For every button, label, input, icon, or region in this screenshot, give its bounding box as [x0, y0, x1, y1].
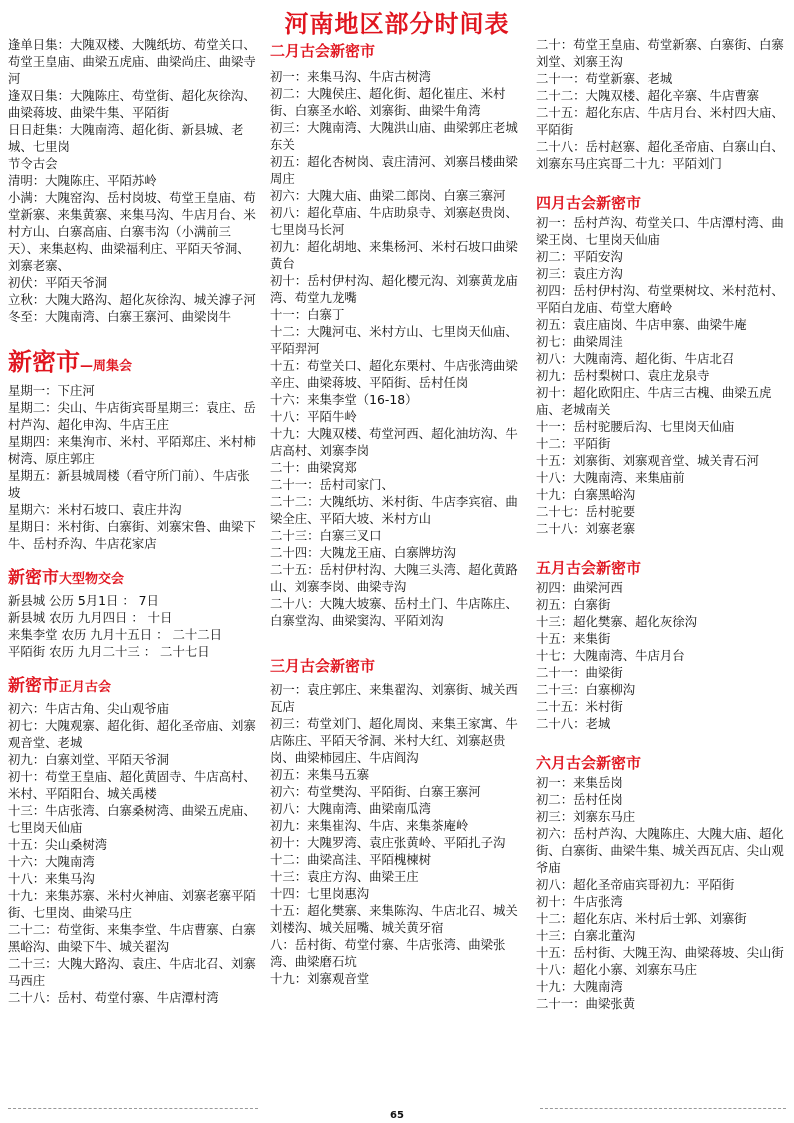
list-item: 二十一：苟堂新寨、老城 — [536, 71, 673, 86]
intro-list — [8, 36, 260, 325]
list-item: 初七：曲梁周洼 — [536, 334, 623, 349]
list-item: 十八：超化小寨、刘寨东马庄 — [536, 962, 698, 977]
list-item: 十二：大隗河屯、米村方山、七里岗天仙庙、平陌羿河 — [270, 324, 518, 356]
list-item: 初六：大隗大庙、曲梁二郎岗、白寨三寨河 — [270, 188, 506, 203]
list-item: 逢单日集：大隗双楼、大隗纸坊、苟堂关口、苟堂王皇庙、曲梁五虎庙、曲梁尚庄、曲梁寺河 — [8, 37, 256, 86]
list-item: 二十八：岳村、苟堂付寨、牛店潭村湾 — [8, 990, 219, 1005]
list-item: 星期六：米村石坡口、袁庄井沟 — [8, 502, 182, 517]
june-list — [536, 774, 788, 1012]
list-item: 初六：岳村芦沟、大隗陈庄、大隗大庙、超化街、白寨街、曲梁牛集、城关西瓦店、尖山观爷庙 — [536, 826, 784, 875]
list-item: 十三：袁庄方沟、曲梁王庄 — [270, 869, 419, 884]
list-item: 十一：白寨丁 — [270, 307, 345, 322]
list-item: 二十三：大隗大路沟、袁庄、牛店北召、刘寨马西庄 — [8, 956, 256, 988]
list-item: 初九：岳村梨树口、袁庄龙泉寺 — [536, 368, 710, 383]
list-item: 初一：袁庄郭庄、来集翟沟、刘寨街、城关西瓦店 — [270, 682, 518, 714]
column-middle — [270, 40, 528, 987]
list-item: 十五：超化樊寨、来集陈沟、牛店北召、城关刘楼沟、城关屈嘴、城关黄牙宿 — [270, 903, 518, 935]
list-item: 二十八：大隗大坡寨、岳村土门、牛店陈庄、白寨堂沟、曲梁窦沟、平陌刘沟 — [270, 596, 518, 628]
may-list — [536, 579, 788, 732]
heading-sub: —周集会 — [80, 359, 133, 374]
list-item: 初三：苟堂刘门、超化周岗、来集王家寓、牛店陈庄、平陌天爷洞、米村大红、刘寨赵贵岗、曲梁柿园庄、牛店阎沟 — [270, 716, 518, 765]
list-item: 二十八：老城 — [536, 716, 611, 731]
heading-main: 新密市 — [8, 348, 80, 376]
list-item: 立秋：大隗大路沟、超化灰徐沟、城关滹子河 — [8, 292, 256, 307]
list-item: 星期一：下庄河 — [8, 383, 95, 398]
list-item: 初五：白寨街 — [536, 597, 611, 612]
list-item: 初十：苟堂王皇庙、超化黄固寺、牛店高村、米村、平陌阳台、城关禹楼 — [8, 769, 256, 801]
list-item: 十六：来集李堂（16-18） — [270, 392, 418, 407]
column-right — [536, 36, 788, 1012]
march-list — [270, 681, 528, 987]
list-item: 星期四：来集洵市、米村、平陌郑庄、米村柿树湾、原庄郭庄 — [8, 434, 256, 466]
list-item: 二十八：岳村赵寨、超化圣帝庙、白寨山白、刘寨东马庄宾哥二十九：平陌刘门 — [536, 139, 784, 171]
section-heading-march: 三月古会新密市 — [270, 657, 376, 675]
list-item: 初一：来集马沟、牛店古树湾 — [270, 69, 432, 84]
section-heading-february: 二月古会新密市 — [270, 42, 376, 60]
list-item: 初七：大隗观寨、超化街、超化圣帝庙、刘寨观音堂、老城 — [8, 718, 256, 750]
heading-main: 新密市 — [8, 676, 59, 696]
list-item: 新县城 农历 九月四日 ： 十日 — [8, 610, 173, 625]
list-item: 二十三：白寨三叉口 — [270, 528, 382, 543]
list-item: 初六：苟堂樊沟、平陌街、白寨王寨河 — [270, 784, 481, 799]
list-item: 十九：大隗南湾 — [536, 979, 623, 994]
list-item: 十五：刘寨街、刘寨观音堂、城关青石河 — [536, 453, 760, 468]
list-item: 小满：大隗窑沟、岳村岗坡、苟堂王皇庙、苟堂新寨、来集黄寨、来集马沟、牛店月台、米村方山、白寨高庙、白寨韦沟（小满前三天）、来集赵构、曲梁福利庄、平陌天爷洞、刘寨老寨、 — [8, 190, 256, 273]
list-item: 二十八：刘寨老寨 — [536, 521, 636, 536]
list-item: 逢双日集：大隗陈庄、苟堂街、超化灰徐沟、曲梁蒋坡、曲梁牛集、平陌街 — [8, 88, 256, 120]
list-item: 初二：平陌安沟 — [536, 249, 623, 264]
footer-divider-left — [8, 1108, 258, 1109]
list-item: 八：岳村街、苟堂付寨、牛店张湾、曲梁张湾、曲梁磨石坑 — [270, 937, 506, 969]
list-item: 初四：岳村伊村沟、苟堂栗树坟、米村范村、平陌白龙庙、苟堂大磨岭 — [536, 283, 784, 315]
section-heading-june: 六月古会新密市 — [536, 754, 642, 772]
list-item: 二十二：大隗双楼、超化辛寨、牛店曹寨 — [536, 88, 760, 103]
list-item: 二十一：岳村司家门、 — [270, 477, 394, 492]
list-item: 初十：牛店张湾 — [536, 894, 623, 909]
list-item: 冬至：大隗南湾、白寨王寨河、曲梁岗牛 — [8, 309, 232, 324]
list-item: 二十：曲梁窝郑 — [270, 460, 357, 475]
list-item: 十二：超化东店、米村后士郭、刘寨街 — [536, 911, 747, 926]
list-item: 十三：牛店张湾、白寨桑树湾、曲梁五虎庙、七里岗天仙庙 — [8, 803, 256, 835]
list-item: 十五：苟堂关口、超化东栗村、牛店张湾曲梁辛庄、曲梁蒋坡、平陌街、岳村任岗 — [270, 358, 518, 390]
list-item: 日日赶集：大隗南湾、超化街、新县城、老城、七里岗 — [8, 122, 244, 154]
list-item: 初二：岳村任岗 — [536, 792, 623, 807]
list-item: 初四：曲梁河西 — [536, 580, 623, 595]
list-item: 二十七：岳村驼要 — [536, 504, 636, 519]
list-item: 十五：来集街 — [536, 631, 611, 646]
list-item: 二十三：白寨柳沟 — [536, 682, 636, 697]
list-item: 十八：平陌牛岭 — [270, 409, 357, 424]
list-item: 初三：大隗南湾、大隗洪山庙、曲梁郭庄老城东关 — [270, 120, 518, 152]
list-item: 十四：七里岗惠沟 — [270, 886, 370, 901]
list-item: 十八：大隗南湾、来集庙前 — [536, 470, 685, 485]
list-item: 初八：超化圣帝庙宾哥初九：平陌街 — [536, 877, 735, 892]
list-item: 初十：大隗罗湾、袁庄张黄岭、平陌扎子沟 — [270, 835, 506, 850]
list-item: 二十四：大隗龙王庙、白寨牌坊沟 — [270, 545, 456, 560]
list-item: 初九：超化胡地、来集杨河、米村石坡口曲梁黄台 — [270, 239, 518, 271]
fair-list — [8, 592, 260, 660]
list-item: 十九：刘寨观音堂 — [270, 971, 370, 986]
april-list — [536, 214, 788, 537]
list-item: 节令古会 — [8, 156, 58, 171]
heading-sub: 大型物交会 — [59, 572, 125, 587]
section-heading-may: 五月古会新密市 — [536, 559, 642, 577]
list-item: 十五：尖山桑树湾 — [8, 837, 108, 852]
list-item: 十九：来集苏寨、米村火神庙、刘寨老寨平陌街、七里岗、曲梁马庄 — [8, 888, 256, 920]
list-item: 初八：大隗南湾、超化街、牛店北召 — [536, 351, 735, 366]
list-item: 十五：岳村街、大隗王沟、曲梁蒋坡、尖山街 — [536, 945, 784, 960]
list-item: 十三：白寨北董沟 — [536, 928, 636, 943]
list-item: 初伏：平陌天爷洞 — [8, 275, 108, 290]
list-item: 初六：牛店古角、尖山观爷庙 — [8, 701, 170, 716]
list-item: 十七：大隗南湾、牛店月台 — [536, 648, 685, 663]
list-item: 二十五：岳村伊村沟、大隗三头湾、超化黄路山、刘寨李岗、曲梁寺沟 — [270, 562, 518, 594]
heading-main: 新密市 — [8, 568, 59, 588]
list-item: 十八：来集马沟 — [8, 871, 95, 886]
page-title: 河南地区部分时间表 — [284, 10, 510, 38]
section-heading-april: 四月古会新密市 — [536, 194, 642, 212]
list-item: 来集李堂 农历 九月十五日 ： 二十二日 — [8, 627, 223, 642]
list-item: 二十二：苟堂街、来集李堂、牛店曹寨、白寨黑峪沟、曲梁下牛、城关翟沟 — [8, 922, 256, 954]
list-item: 初一：来集岳岗 — [536, 775, 623, 790]
list-item: 二十：苟堂王皇庙、苟堂新寨、白寨街、白寨刘堂、刘寨王沟 — [536, 37, 784, 69]
list-item: 初五：超化杏树岗、袁庄清河、刘寨吕楼曲梁周庄 — [270, 154, 518, 186]
list-item: 二十一：曲梁张黄 — [536, 996, 636, 1011]
list-item: 初八：大隗南湾、曲梁南瓜湾 — [270, 801, 432, 816]
march-continued-list — [536, 36, 788, 172]
list-item: 十一：岳村驼腰后沟、七里岗天仙庙 — [536, 419, 735, 434]
list-item: 星期五：新县城周楼（看守所门前）、牛店张坡 — [8, 468, 250, 500]
heading-sub: 正月古会 — [59, 680, 112, 695]
list-item: 十二：曲梁高洼、平陌槐楝树 — [270, 852, 432, 867]
list-item: 十六：大隗南湾 — [8, 854, 95, 869]
list-item: 十三：超化樊寨、超化灰徐沟 — [536, 614, 698, 629]
section-heading-fair — [8, 566, 260, 592]
list-item: 初九：来集崔沟、牛店、来集茶庵岭 — [270, 818, 469, 833]
list-item: 初一：岳村芦沟、苟堂关口、牛店潭村湾、曲梁王岗、七里岗天仙庙 — [536, 215, 784, 247]
list-item: 二十一：曲梁街 — [536, 665, 623, 680]
list-item: 初十：超化欧阳庄、牛店三古槐、曲梁五虎庙、老城南关 — [536, 385, 772, 417]
list-item: 十九：大隗双楼、苟堂河西、超化油坊沟、牛店高村、刘寨李岗 — [270, 426, 518, 458]
list-item: 二十五：超化东店、牛店月台、米村四大庙、平陌街 — [536, 105, 784, 137]
weekly-list — [8, 382, 260, 552]
list-item: 初三：刘寨东马庄 — [536, 809, 636, 824]
january-list — [8, 700, 260, 1006]
list-item: 十九：白寨黑峪沟 — [536, 487, 636, 502]
february-list — [270, 68, 528, 629]
list-item: 初九：白寨刘堂、平陌天爷洞 — [8, 752, 170, 767]
page-number: 65 — [390, 1110, 404, 1121]
list-item: 清明：大隗陈庄、平陌苏岭 — [8, 173, 157, 188]
list-item: 初五：袁庄庙岗、牛店申寨、曲梁牛庵 — [536, 317, 747, 332]
list-item: 星期日：米村街、白寨街、刘寨宋鲁、曲梁下牛、岳村乔沟、牛店花家店 — [8, 519, 256, 551]
list-item: 初二：大隗侯庄、超化街、超化崔庄、米村街、白寨圣水峪、刘寨街、曲梁牛角湾 — [270, 86, 506, 118]
footer-divider-right — [540, 1108, 786, 1109]
list-item: 新县城 公历 5月1日 ： 7日 — [8, 593, 159, 608]
list-item: 十二：平陌街 — [536, 436, 611, 451]
column-left — [8, 36, 260, 1006]
list-item: 初三：袁庄方沟 — [536, 266, 623, 281]
list-item: 二十二：大隗纸坊、米村街、牛店李宾宿、曲梁全庄、平陌大坡、米村方山 — [270, 494, 518, 526]
list-item: 星期二：尖山、牛店街宾哥星期三：袁庄、岳村芦沟、超化申沟、牛店王庄 — [8, 400, 256, 432]
list-item: 初八：超化草庙、牛店助泉寺、刘寨赵贵岗、七里岗马长河 — [270, 205, 518, 237]
section-heading-weekly — [8, 347, 260, 382]
list-item: 二十五：米村街 — [536, 699, 623, 714]
section-heading-january — [8, 674, 260, 700]
list-item: 初十：岳村伊村沟、超化樱元沟、刘寨黄龙庙湾、苟堂九龙嘴 — [270, 273, 518, 305]
list-item: 平陌街 农历 九月二十三 ： 二十七日 — [8, 644, 210, 659]
list-item: 初五：来集马五寨 — [270, 767, 370, 782]
